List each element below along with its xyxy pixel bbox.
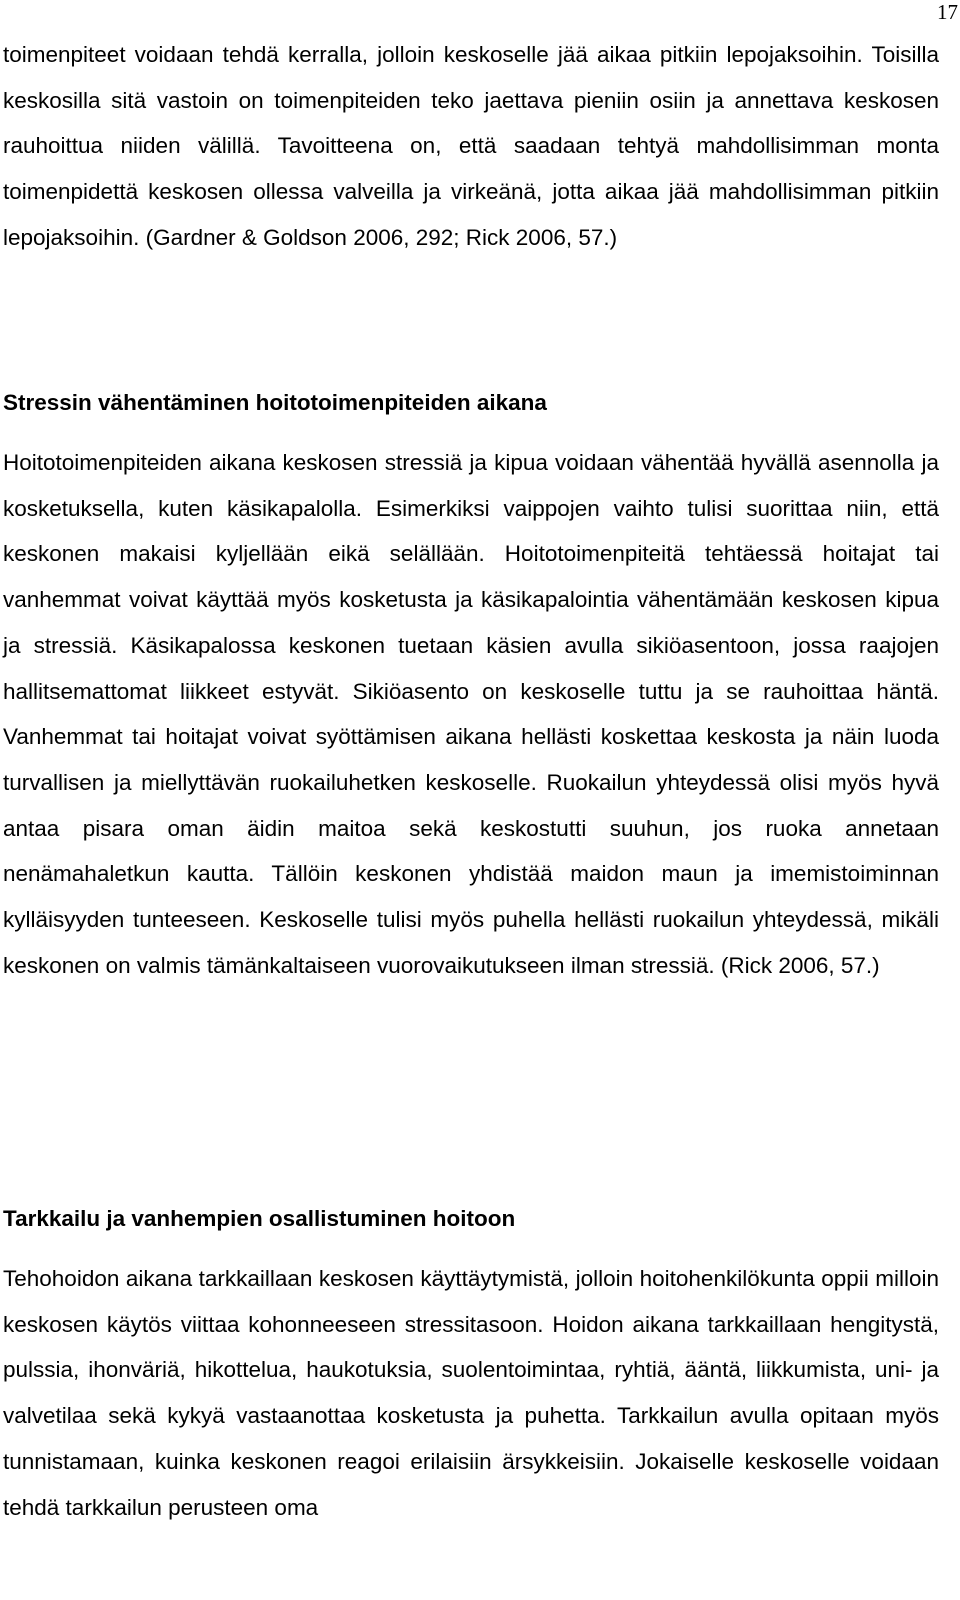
paragraph-intro-continued: toimenpiteet voidaan tehdä kerralla, jolloin keskoselle jää aikaa pitkiin lepojaksoihin. Toisilla keskosilla sitä vastoin on toimenpiteiden teko jaettava pieniin osiin ja annettava keskosen rauhoittua niiden välillä. Tavoitteena on, että saadaan tehtyä mahdollisimman monta toimenpidettä keskosen ollessa valveilla ja virkeänä, jotta aikaa jää mahdollisimman pitkiin lepojaksoihin. (Gardner & Goldson 2006, 292; Rick 2006, 57.) (3, 42, 939, 250)
section-heading-monitoring: Tarkkailu ja vanhempien osallistuminen hoitoon (3, 1206, 516, 1231)
paragraph-monitoring: Tehohoidon aikana tarkkaillaan keskosen käyttäytymistä, jolloin hoitohenkilökunta oppii milloin keskosen käytös viittaa kohonneeseen stressitasoon. Hoidon aikana tarkkaillaan hengitystä, pulssia, ihonväriä, hikottelua, haukotuksia, suolentoimintaa, ryhtiä, ääntä, liikkumista, uni- ja valvetilaa sekä kykyä vastaanottaa kosketusta ja puhetta. Tarkkailun avulla opitaan myös tunnistamaan, kuinka keskonen reagoi erilaisiin ärsykkeisiin. Jokaiselle keskoselle voidaan tehdä tarkkailun perusteen oma (3, 1266, 939, 1520)
page-number: 17 (937, 0, 958, 24)
paragraph-stress-reduction: Hoitotoimenpiteiden aikana keskosen stressiä ja kipua voidaan vähentää hyvällä asennolla ja kosketuksella, kuten käsikapalolla. Esimerkiksi vaippojen vaihto tulisi suorittaa niin, että keskonen makaisi kyljellään eikä selällään. Hoitotoimenpiteitä tehtäessä hoitajat tai vanhemmat voivat käyttää myös kosketusta ja käsikapalointia vähentämään keskosen kipua ja stressiä. Käsikapalossa keskonen tuetaan käsien avulla sikiöasentoon, jossa raajojen hallitsemattomat liikkeet estyvät. Sikiöasento on keskoselle tuttu ja se rauhoittaa häntä. Vanhemmat tai hoitajat voivat syöttämisen aikana hellästi koskettaa keskosta ja näin luoda turvallisen ja miellyttävän ruokailuhetken keskoselle. Ruokailun yhteydessä olisi myös hyvä antaa pisara oman äidin maitoa sekä keskostutti suuhun, jos ruoka annetaan nenämahaletkun kautta. Tällöin keskonen yhdistää maidon maun ja imemistoiminnan kylläisyyden tunteeseen. Keskoselle tulisi myös puhella hellästi ruokailun yhteydessä, mikäli keskonen on valmis tämänkaltaiseen vuorovaikutukseen ilman stressiä. (Rick 2006, 57.) (3, 450, 939, 978)
section-heading-stress-reduction: Stressin vähentäminen hoitotoimenpiteiden aikana (3, 390, 547, 415)
